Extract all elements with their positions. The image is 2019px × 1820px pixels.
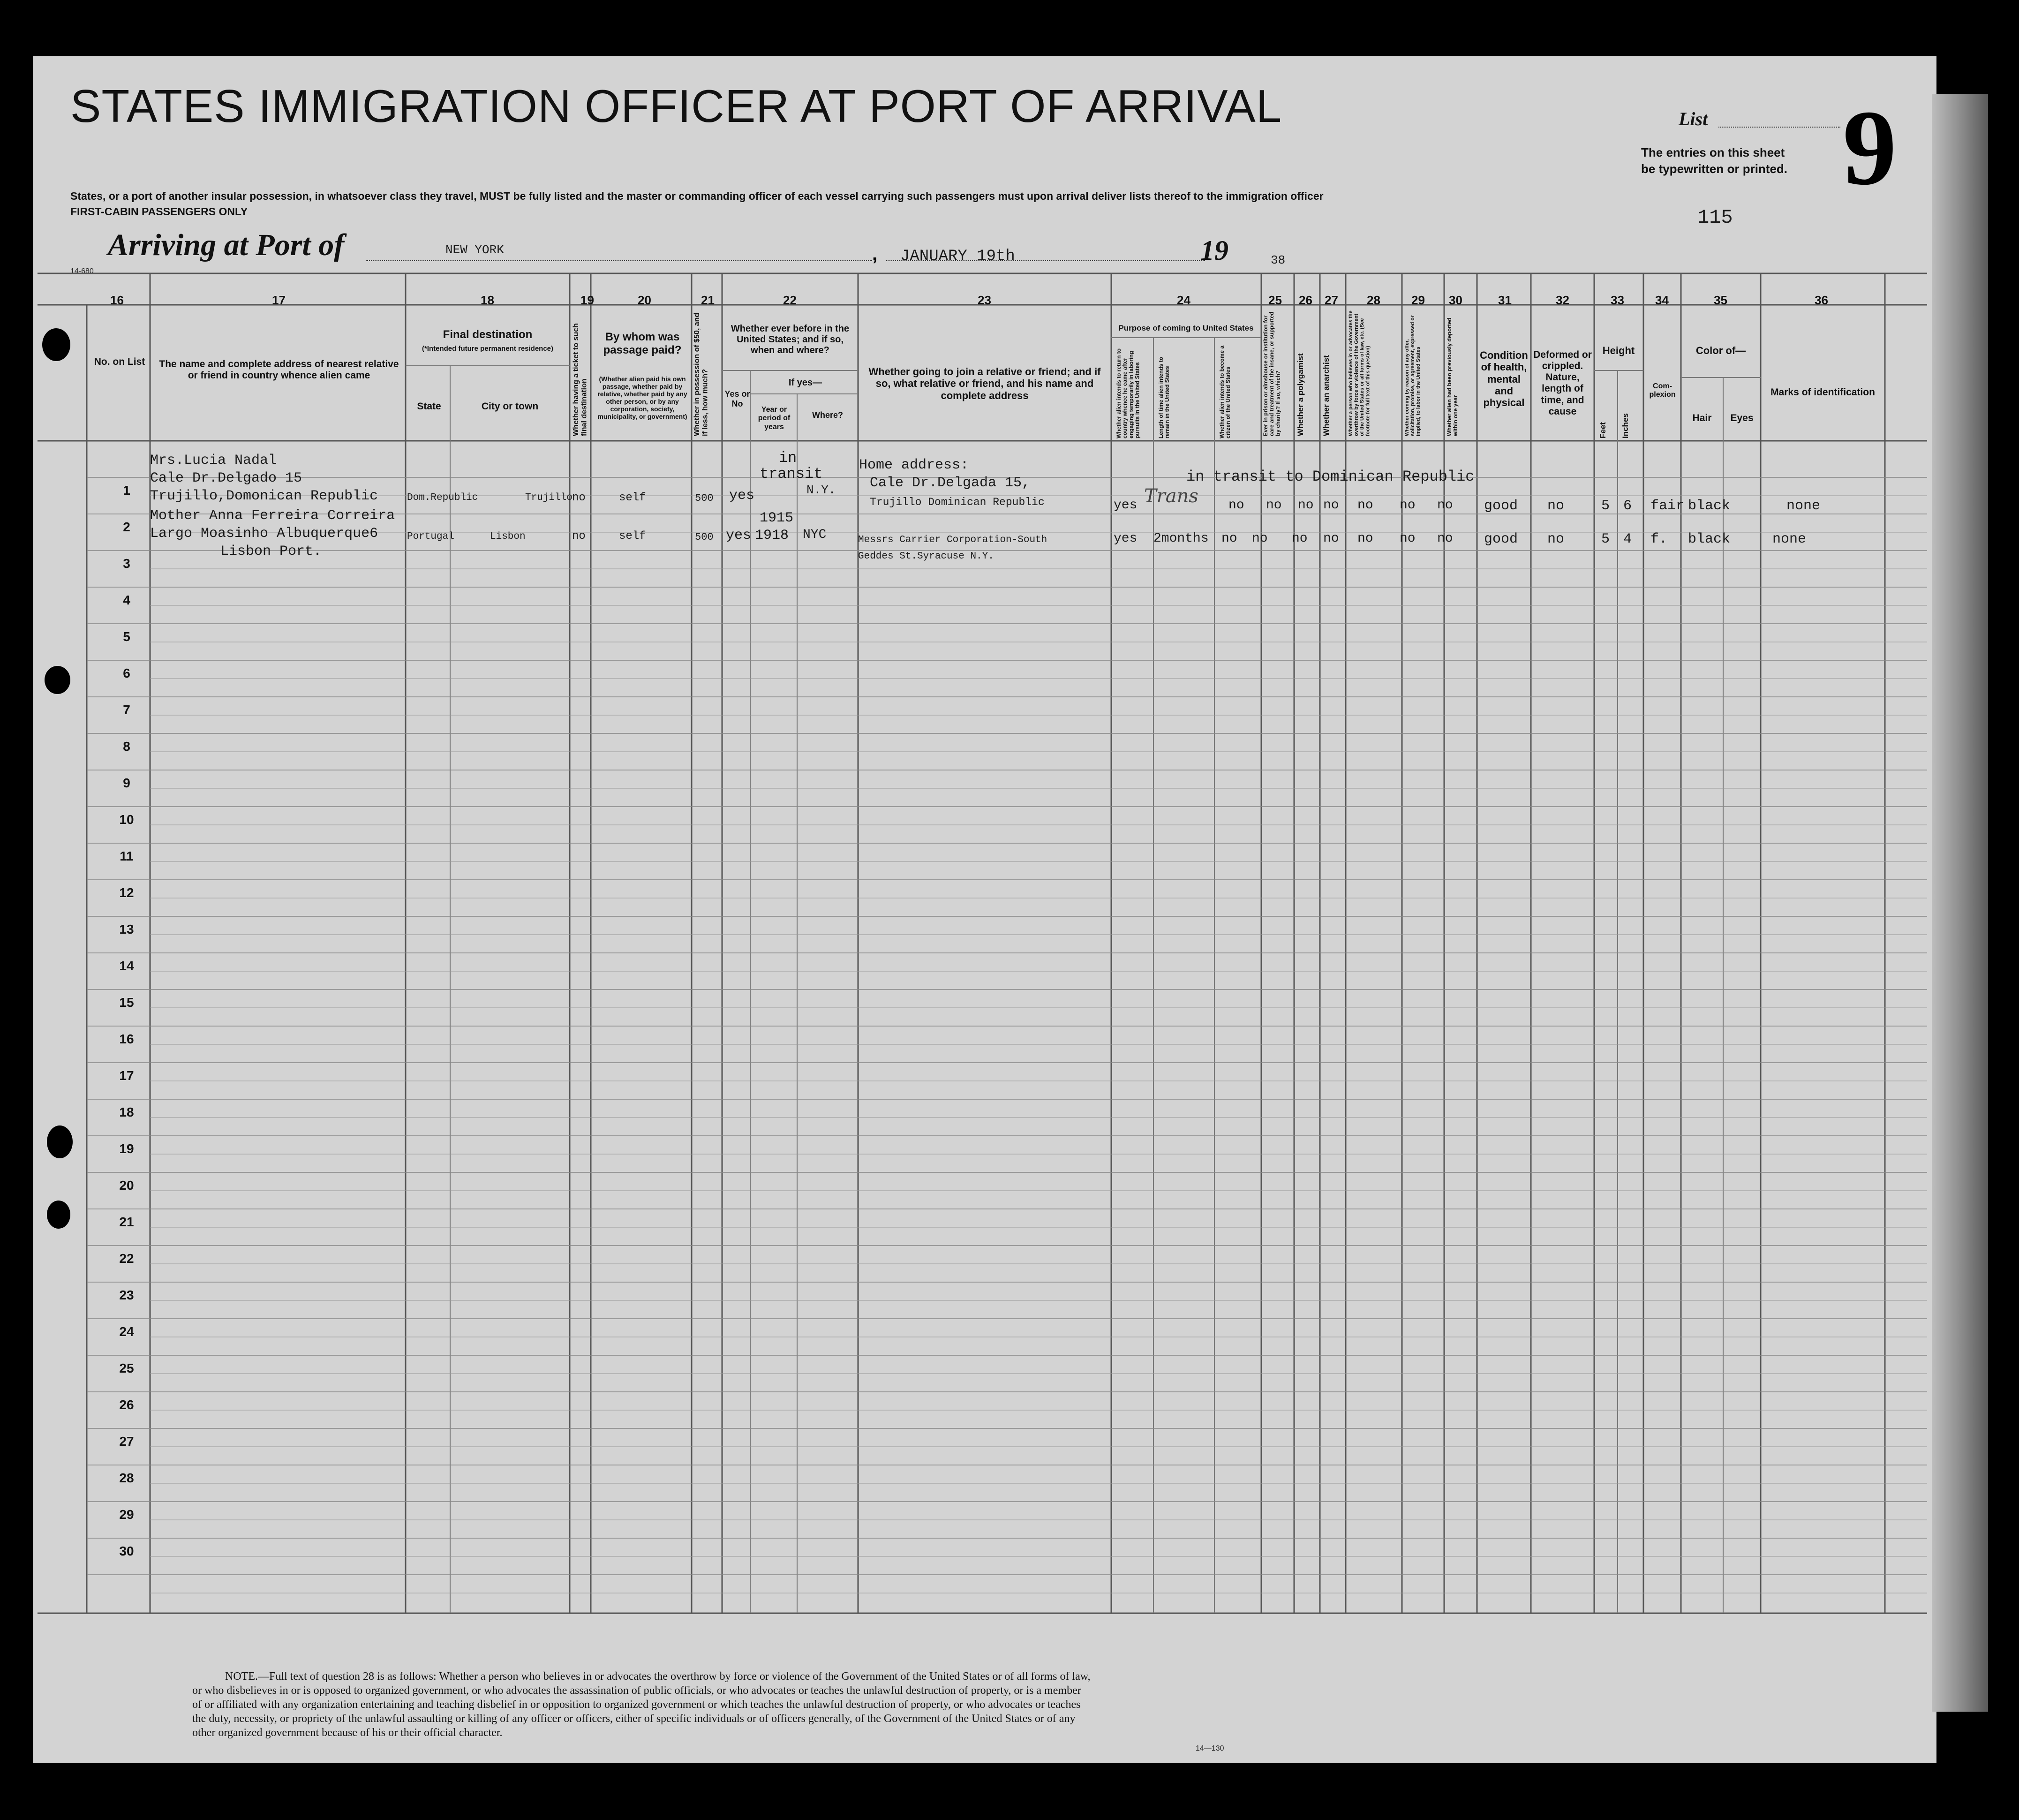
row2-complexion: f. — [1650, 531, 1668, 547]
row-number: 14 — [119, 959, 134, 973]
row-number: 25 — [119, 1361, 134, 1375]
row2-before-where: NYC — [803, 528, 827, 542]
header-before-us: Whether ever before in the United States; and if so, when and where? — [731, 324, 850, 355]
col-number-17: 17 — [272, 293, 286, 307]
date-value: JANUARY 19th — [900, 248, 1015, 265]
header-height: Height — [1602, 345, 1635, 356]
col-number-33: 33 — [1611, 293, 1624, 307]
header-citizen: Whether alien intends to become a citizen of the United States — [1219, 345, 1232, 438]
row-number: 26 — [119, 1397, 134, 1412]
row-number: 7 — [123, 702, 130, 717]
row-number: 21 — [119, 1215, 134, 1229]
header-yes-no: Yes or No — [724, 389, 750, 408]
year-suffix: 38 — [1271, 253, 1286, 267]
row2-join-line2: Geddes St.Syracuse N.Y. — [858, 551, 994, 562]
row-number: 18 — [119, 1105, 134, 1119]
row-number: 12 — [119, 885, 134, 900]
header-passage-paid: By whom was passage paid? — [603, 331, 682, 356]
row1-inches: 6 — [1623, 498, 1632, 514]
header-passage-note: (Whether alien paid his own passage, whether paid by relative, whether paid by any other person, or by any corporation, society, municipality, or government) — [597, 375, 687, 421]
row-number: 3 — [123, 556, 130, 571]
row2-prison: no — [1252, 531, 1268, 546]
row2-health: good — [1484, 531, 1518, 547]
row-number: 19 — [119, 1141, 134, 1156]
col-number-26: 26 — [1299, 293, 1312, 307]
header-eyes: Eyes — [1730, 413, 1754, 423]
row-number: 23 — [119, 1288, 134, 1302]
header-if-yes: If yes— — [788, 378, 822, 388]
row-number: 1 — [123, 483, 130, 498]
row2-feet: 5 — [1601, 531, 1610, 547]
row-number: 9 — [123, 776, 130, 790]
footnote-line5: other organized government because of his or their official character. — [192, 1727, 503, 1739]
row2-anarchist: no — [1323, 531, 1339, 546]
header-relative: The name and complete address of nearest relative or friend in country whence alien came — [159, 359, 399, 381]
header-color-of: Color of— — [1695, 345, 1746, 356]
row-number: 16 — [119, 1032, 134, 1046]
row2-city: Lisbon — [490, 531, 526, 542]
col-number-21: 21 — [701, 293, 715, 307]
header-anarchist: Whether an anarchist — [1322, 355, 1331, 436]
row2-return: yes — [1114, 531, 1138, 546]
row1-hair: black — [1688, 498, 1731, 514]
stamp-number: 115 — [1697, 206, 1733, 229]
row1-relative-line2: Cale Dr.Delgado 15 — [150, 470, 302, 486]
row1-prison: no — [1266, 498, 1282, 513]
header-join-relative: Whether going to join a relative or friend; and if so, what relative or friend, and his name and complete address — [868, 366, 1101, 401]
header-feet: Feet — [1598, 422, 1607, 438]
header-purpose: Purpose of coming to United States — [1118, 324, 1254, 332]
row2-marks: none — [1772, 531, 1807, 547]
row2-inches: 4 — [1623, 531, 1632, 547]
list-label: List — [1679, 108, 1708, 129]
arriving-label: Arriving at Port of — [108, 228, 345, 262]
col-number-34: 34 — [1655, 293, 1669, 307]
row1-city: Trujillo — [525, 492, 573, 503]
row2-length: 2months — [1153, 531, 1209, 546]
header-polygamist: Whether a polygamist — [1296, 353, 1305, 436]
row1-return: yes — [1114, 498, 1138, 513]
row1-marks: none — [1786, 498, 1821, 514]
list-number: 9 — [1843, 88, 1897, 207]
col-number-20: 20 — [638, 293, 651, 307]
row1-purpose-note: in transit to Dominican Republic — [1186, 468, 1475, 485]
row2-overthrow: no — [1357, 531, 1373, 546]
header-where: Where? — [812, 410, 843, 420]
row2-join-line1: Messrs Carrier Corporation-South — [858, 535, 1047, 545]
row2-state: Portugal — [407, 531, 454, 542]
header-length-stay: Length of time alien intends to remain in the United States — [1158, 357, 1171, 438]
row1-before-yes-no: yes — [729, 488, 755, 504]
col-number-23: 23 — [978, 293, 991, 307]
row-number: 24 — [119, 1324, 134, 1339]
page-title: STATES IMMIGRATION OFFICER AT PORT OF ARRIVAL — [70, 80, 1282, 132]
header-deformed: Deformed or crippled. Nature, length of time, and cause — [1533, 349, 1592, 417]
row1-paid-by: self — [619, 491, 646, 504]
footnote-line1: NOTE.—Full text of question 28 is as follows: Whether a person who believes in or advocates the overthrow by force or violence of the Government of the United States or of all forms of law, — [225, 1670, 1091, 1683]
col-number-27: 27 — [1325, 293, 1338, 307]
row2-relative-line2: Largo Moasinho Albuquerque6 — [150, 526, 378, 542]
header-no-on-list: No. on List — [94, 356, 145, 367]
row1-join-line2: Cale Dr.Delgada 15, — [870, 475, 1031, 491]
footnote-code: 14—130 — [1196, 1744, 1224, 1752]
row1-feet: 5 — [1601, 498, 1610, 514]
row2-hair: black — [1688, 531, 1731, 547]
row1-state: Dom.Republic — [407, 492, 478, 503]
header-prison: Ever in prison or almshouse or institution for care and treatment of the insane, or supported by charity? If so, which? — [1262, 311, 1281, 436]
col-number-31: 31 — [1498, 293, 1512, 307]
row2-deported: no — [1437, 531, 1453, 546]
row2-relative-line3: Lisbon Port. — [220, 544, 322, 559]
row1-health: good — [1484, 498, 1518, 514]
row2-citizen: no — [1221, 531, 1237, 546]
sheet-note-1: The entries on this sheet — [1641, 145, 1785, 159]
row1-money: 500 — [695, 492, 714, 504]
row-number: 4 — [123, 593, 130, 607]
row1-relative-line1: Mrs.Lucia Nadal — [150, 453, 277, 468]
row-number: 29 — [119, 1507, 134, 1522]
row2-money: 500 — [695, 531, 714, 543]
row2-ticket: no — [572, 530, 586, 543]
form-code: 14-680 — [70, 267, 94, 275]
header-overthrow: Whether a person who believes in or advocates the overthrow by force or violence of the Government of the United States or all forms of law, etc. (See footnote for full text of this question) — [1348, 310, 1371, 436]
header-state: State — [417, 401, 441, 412]
row-number: 11 — [120, 849, 134, 863]
row1-relative-line3: Trujillo,Domonican Republic — [150, 488, 378, 504]
header-money: Whether in possession of $50, and if less, how much? — [693, 312, 709, 436]
row1-ticket: no — [572, 491, 586, 504]
comma: , — [872, 244, 878, 264]
col-number-29: 29 — [1411, 293, 1425, 307]
col-number-22: 22 — [783, 293, 797, 307]
header-ticket: Whether having a ticket to such final destination — [572, 323, 588, 436]
header-year: Year or period of years — [758, 406, 791, 431]
footnote-line4: the duty, necessity, or propriety of the unlawful assaulting or killing of any officer or officers, either of specific individuals or of officers generally, of the Government of the United States or of any — [192, 1713, 1076, 1725]
row2-paid-by: self — [619, 530, 646, 543]
row-number: 10 — [119, 812, 134, 827]
col-number-36: 36 — [1815, 293, 1828, 307]
col-number-35: 35 — [1714, 293, 1727, 307]
row-number: 8 — [123, 739, 130, 754]
header-deported: Whether alien had been previously deported within one year — [1446, 317, 1459, 436]
footnote-line3: of or affiliated with any organization entertaining and teaching disbelief in or opposition to organized government or which teaches the unlawful destruction of property, or who advocates or teaches — [192, 1699, 1081, 1711]
col-number-32: 32 — [1556, 293, 1569, 307]
row1-before-note: in transit — [760, 449, 823, 483]
header-final-destination: Final destination — [443, 328, 533, 341]
col-number-28: 28 — [1367, 293, 1380, 307]
row-number: 6 — [123, 666, 130, 680]
row-number: 15 — [119, 995, 134, 1010]
col-number-30: 30 — [1449, 293, 1462, 307]
row2-deformed: no — [1547, 531, 1565, 547]
row2-relative-line1: Mother Anna Ferreira Correira — [150, 508, 395, 524]
row1-before-where: N.Y. — [806, 483, 836, 497]
row1-join-line3: Trujillo Dominican Republic — [870, 496, 1045, 508]
row-number: 13 — [119, 922, 134, 936]
header-labor-offer: Whether coming by reason of any offer, solicitation, promise, or agreement, expressed or implied, to labor in the United States — [1404, 315, 1422, 436]
row1-anarchist: no — [1323, 498, 1339, 513]
header-city: City or town — [481, 401, 539, 412]
row2-labor: no — [1400, 531, 1416, 546]
row-number: 20 — [119, 1178, 134, 1193]
row1-deformed: no — [1547, 498, 1565, 514]
row2-polygamist: no — [1292, 531, 1308, 546]
row-number: 30 — [119, 1544, 134, 1558]
header-complexion: Com-plexion — [1649, 382, 1676, 399]
row-number: 5 — [123, 629, 130, 644]
row2-before-top: 1915 — [760, 510, 794, 526]
header-health: Condition of health, mental and physical — [1480, 349, 1528, 409]
row1-labor: no — [1400, 498, 1416, 513]
header-inches: Inches — [1621, 413, 1630, 438]
row1-join-line1: Home address: — [859, 457, 969, 473]
row1-deported: no — [1437, 498, 1453, 513]
row-number: 22 — [119, 1251, 134, 1266]
col-number-16: 16 — [110, 293, 124, 307]
year-prefix: 19 — [1200, 235, 1228, 266]
footnote-line2: or who disbelieves in or is opposed to organized government, or who advocates the assassination of public officials, or who advocates or teaches the unlawful destruction of property, or is a member — [192, 1684, 1081, 1697]
class-note: FIRST-CABIN PASSENGERS ONLY — [70, 205, 248, 218]
row2-before-year: 1918 — [755, 528, 789, 544]
header-hair: Hair — [1692, 413, 1712, 423]
row-number: 28 — [119, 1471, 134, 1485]
row1-citizen: no — [1228, 498, 1244, 513]
col-number-18: 18 — [481, 293, 494, 307]
header-intend-return: Whether alien intends to return to country whence he came after engaging temporarily in laboring pursuits in the United States — [1115, 348, 1141, 438]
col-number-25: 25 — [1268, 293, 1282, 307]
sheet-note-2: be typewritten or printed. — [1641, 162, 1788, 176]
row-number: 17 — [119, 1068, 134, 1083]
header-final-destination-note: (*Intended future permanent residence) — [422, 345, 554, 353]
row-number: 2 — [123, 520, 130, 534]
row1-overthrow: no — [1357, 498, 1373, 513]
row1-polygamist: no — [1298, 498, 1314, 513]
row1-complexion: fair — [1650, 498, 1685, 514]
row-number: 27 — [119, 1434, 134, 1449]
header-subtitle: States, or a port of another insular possession, in whatsoever class they travel, MUST be fully listed and the master or commanding officer of each vessel carrying such passengers must upon arrival deliver lists thereof to the immigration officer — [70, 190, 1324, 202]
header-marks: Marks of identification — [1770, 387, 1875, 398]
row1-length-handwritten: Trans — [1144, 485, 1198, 507]
port-value: NEW YORK — [445, 243, 504, 257]
col-number-19: 19 — [580, 293, 594, 307]
row2-before-yes-no: yes — [726, 528, 752, 544]
col-number-24: 24 — [1177, 293, 1190, 307]
